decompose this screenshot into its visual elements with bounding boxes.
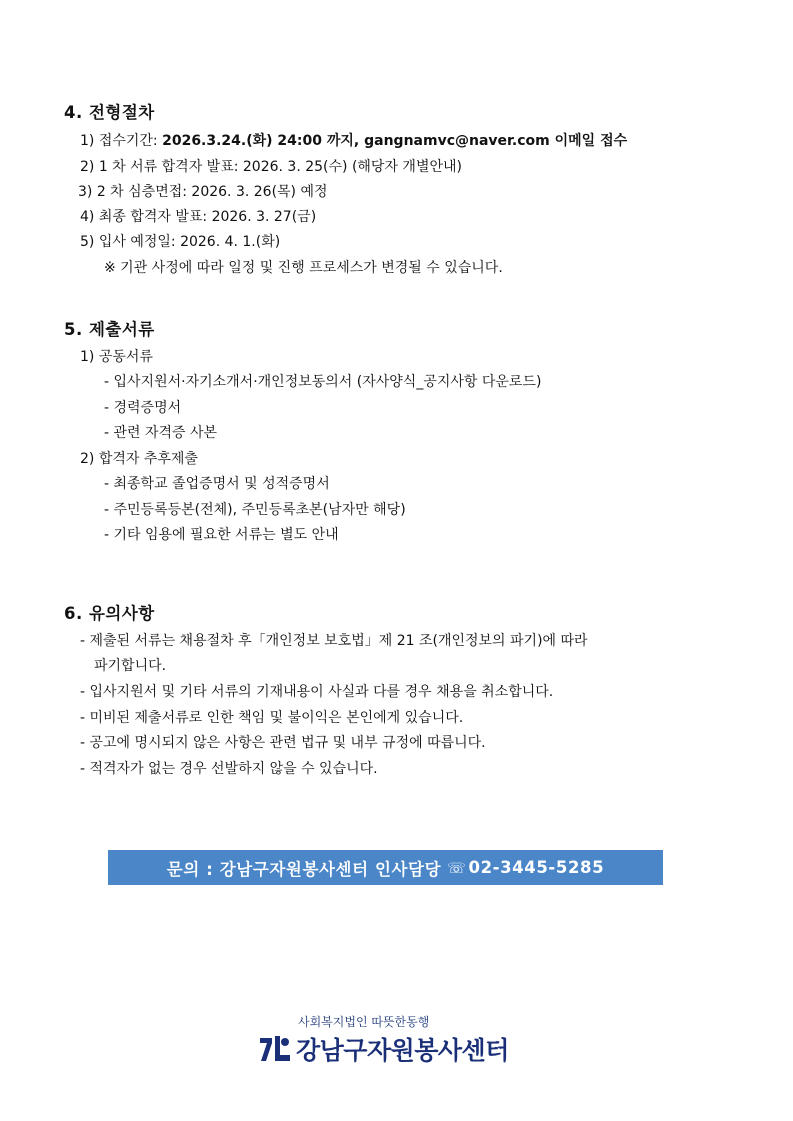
section-4-title: 4. 전형절차 — [64, 103, 155, 122]
application-deadline: 2026.3.24.(화) 24:00 까지, gangnamvc@naver.com 이메일 접수 — [162, 133, 628, 149]
notice-item-continued: 파기합니다. — [94, 658, 167, 674]
item-text: 2 차 심층면접: 2026. 3. 26(목) 예정 — [96, 184, 328, 200]
notice-item: - 제출된 서류는 채용절차 후「개인정보 보호법」제 21 조(개인정보의 파기)에 따라 — [80, 633, 588, 649]
logo-subtitle: 사회복지법인 따뜻한동행 — [298, 1015, 430, 1029]
schedule-item-3 — [78, 182, 328, 202]
notice-item: - 적격자가 없는 경우 선발하지 않을 수 있습니다. — [80, 761, 378, 777]
item-text: 1 차 서류 합격자 발표: 2026. 3. 25(수) (해당자 개별안내) — [98, 159, 462, 175]
item-number: 4) — [80, 209, 95, 225]
document-item: - 입사지원서·자기소개서·개인정보동의서 (자사양식_공지사항 다운로드) — [104, 374, 542, 390]
notice-item: - 미비된 제출서류로 인한 책임 및 불이익은 본인에게 있습니다. — [80, 710, 464, 726]
item-prefix: 접수기간: — [98, 133, 163, 149]
logo-mark-icon — [258, 1033, 292, 1063]
section-5-title: 5. 제출서류 — [64, 320, 155, 339]
item-number: 5) — [80, 234, 95, 250]
document-item: - 주민등록등본(전체), 주민등록초본(남자만 해당) — [104, 502, 406, 518]
documents-group-1-label: 1) 공동서류 — [80, 349, 153, 365]
contact-phone: 02-3445-5285 — [468, 858, 605, 877]
documents-group-2-label: 2) 합격자 추후제출 — [80, 451, 198, 467]
schedule-item-1 — [80, 131, 627, 151]
document-item: - 관련 자격증 사본 — [104, 425, 218, 441]
schedule-note: ※ 기관 사정에 따라 일정 및 진행 프로세스가 변경될 수 있습니다. — [104, 260, 503, 276]
document-item: - 최종학교 졸업증명서 및 성적증명서 — [104, 476, 330, 492]
schedule-item-2 — [80, 157, 462, 177]
section-6-title: 6. 유의사항 — [64, 604, 155, 623]
logo-name: 강남구자원봉사센터 — [296, 1036, 509, 1065]
contact-banner — [108, 850, 663, 885]
item-text: 최종 합격자 발표: 2026. 3. 27(금) — [98, 209, 317, 225]
document-item: - 경력증명서 — [104, 400, 182, 416]
item-number: 2) — [80, 159, 95, 175]
notice-item: - 공고에 명시되지 않은 사항은 관련 법규 및 내부 규정에 따릅니다. — [80, 735, 486, 751]
notice-item: - 입사지원서 및 기타 서류의 기재내용이 사실과 다를 경우 채용을 취소합니다. — [80, 684, 554, 700]
document-item: - 기타 임용에 필요한 서류는 별도 안내 — [104, 527, 339, 543]
item-number: 1) — [80, 133, 95, 149]
phone-icon: ☏ — [447, 858, 467, 877]
contact-label: 문의 : 강남구자원봉사센터 인사담당 — [166, 859, 442, 879]
schedule-item-4 — [80, 207, 316, 227]
schedule-item-5 — [80, 232, 280, 252]
item-text: 입사 예정일: 2026. 4. 1.(화) — [98, 234, 281, 250]
item-number: 3) — [78, 184, 93, 200]
